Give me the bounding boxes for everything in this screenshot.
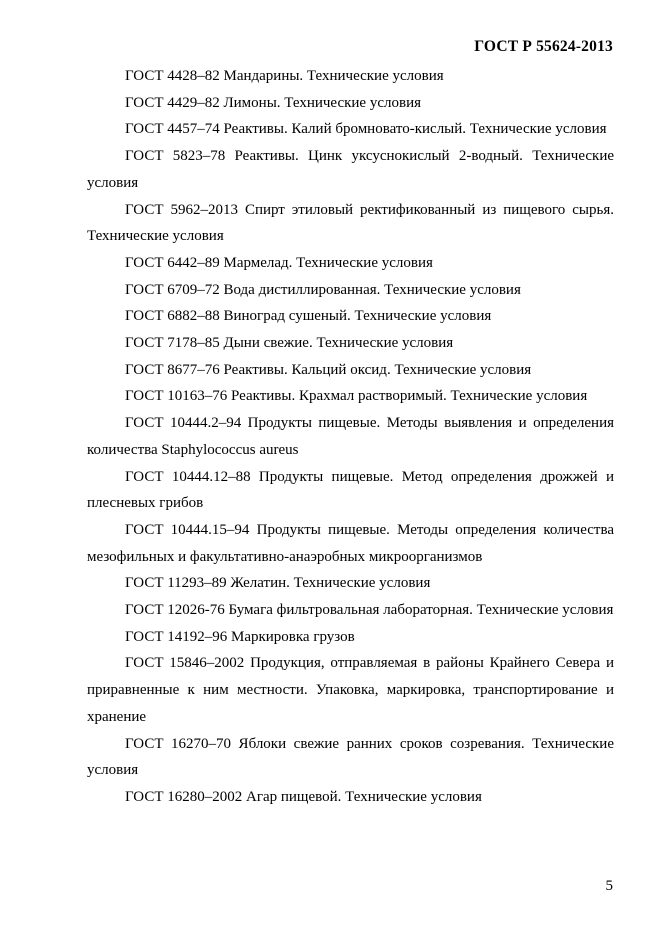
standard-entry-gost-12026: ГОСТ 12026-76 Бумага фильтровальная лабораторная. Технические условия xyxy=(125,602,614,619)
standard-entry-gost-4429: ГОСТ 4429–82 Лимоны. Технические условия xyxy=(125,94,421,111)
standard-entry-gost-15846: ГОСТ 15846–2002 Продукция, отправляемая в районы Крайнего Севера и приравненные к ним местности. Упаковка, маркировка, транспортирование и хранение xyxy=(87,655,614,725)
standard-entry-gost-5823: ГОСТ 5823–78 Реактивы. Цинк уксуснокислый 2-водный. Технические условия xyxy=(87,148,614,191)
standard-entry-gost-16270: ГОСТ 16270–70 Яблоки свежие ранних сроков созревания. Технические условия xyxy=(87,735,614,779)
standard-entry-gost-10444-2: ГОСТ 10444.2–94 Продукты пищевые. Методы выявления и определения количества Staphylococcus aureus xyxy=(87,415,614,458)
standard-entry-gost-6882: ГОСТ 6882–88 Виноград сушеный. Технические условия xyxy=(125,308,492,325)
standard-entry-gost-10163: ГОСТ 10163–76 Реактивы. Крахмал растворимый. Технические условия xyxy=(125,388,588,405)
standard-entry-gost-6442: ГОСТ 6442–89 Мармелад. Технические условия xyxy=(125,254,433,271)
page-number: 5 xyxy=(605,878,613,894)
standard-entry-gost-5962: ГОСТ 5962–2013 Спирт этиловый ректификованный из пищевого сырья. Технические условия xyxy=(87,201,614,245)
standard-entry-gost-10444-12: ГОСТ 10444.12–88 Продукты пищевые. Метод определения дрожжей и плесневых грибов xyxy=(87,468,614,512)
standard-entry-gost-7178: ГОСТ 7178–85 Дыни свежие. Технические условия xyxy=(125,335,454,352)
standard-entry-gost-8677: ГОСТ 8677–76 Реактивы. Кальций оксид. Технические условия xyxy=(125,361,532,378)
standards-list xyxy=(87,63,614,811)
standard-entry-gost-4428: ГОСТ 4428–82 Мандарины. Технические условия xyxy=(125,68,444,84)
standard-entry-gost-14192: ГОСТ 14192–96 Маркировка грузов xyxy=(125,628,355,645)
standard-entry-gost-11293: ГОСТ 11293–89 Желатин. Технические условия xyxy=(125,575,431,592)
document-header: ГОСТ Р 55624-2013 xyxy=(474,38,613,55)
standard-entry-gost-6709: ГОСТ 6709–72 Вода дистиллированная. Технические условия xyxy=(125,281,521,298)
standard-entry-gost-4457: ГОСТ 4457–74 Реактивы. Калий бромновато-кислый. Технические условия xyxy=(125,121,607,138)
standard-entry-gost-16280: ГОСТ 16280–2002 Агар пищевой. Технические условия xyxy=(125,788,482,805)
standard-entry-gost-10444-15: ГОСТ 10444.15–94 Продукты пищевые. Методы определения количества мезофильных и факультативно-анаэробных микроорганизмов xyxy=(87,521,614,565)
